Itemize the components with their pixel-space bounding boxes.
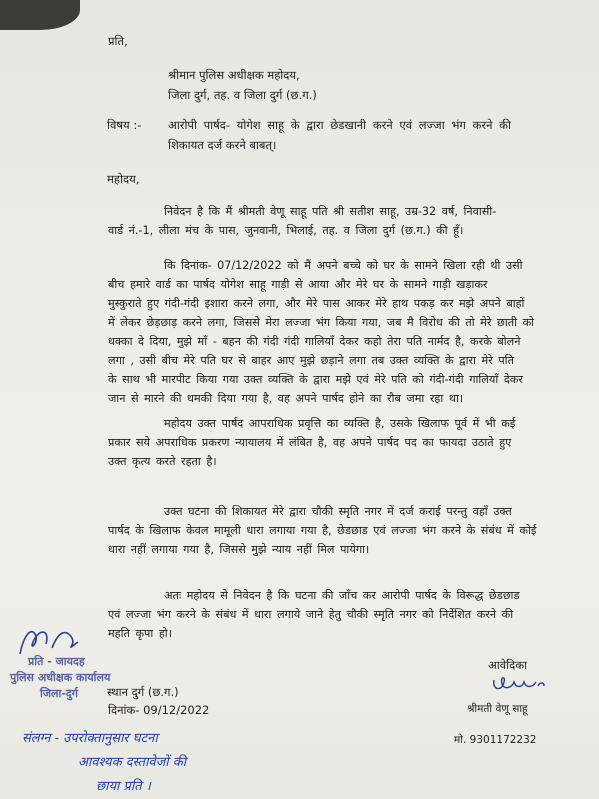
subject-label: विषय :- (107, 118, 142, 132)
salutation: महोदय, (107, 172, 140, 186)
paragraph-2 (108, 256, 568, 408)
applicant-signature-icon (490, 672, 546, 694)
applicant-label: आवेदिका (488, 658, 528, 672)
paragraph-line: उक्त घटना की शिकायत मेरे द्वारा चौकी स्मृति नगर में दर्ज कराई परन्तु वहाँ उक्त (164, 505, 512, 518)
handwritten-note-line1: संलग्न - उपरोक्तानुसार घटना (22, 731, 158, 746)
date: दिनांक- 09/12/2022 (108, 703, 210, 717)
subject-line2: शिकायत दर्ज करने बाबत्। (168, 138, 277, 152)
stamp-line3: जिला-दुर्ग (40, 687, 78, 700)
paragraph-line: धारा नहीं लगाया गया है, जिससे मुझे न्याय नहीं मिल पायेगा। (108, 543, 370, 556)
paragraph-4 (108, 502, 568, 559)
mobile-number: मो. 9301172232 (454, 734, 537, 746)
paragraph-line: पार्षद के खिलाफ केवल मामूली धारा लगाया गया है, छेडछाड एवं लज्जा भंग करने के संबंध में कोई (108, 524, 537, 537)
paragraph-line: के साथ भी मारपीट किया गया उक्त व्यक्ति के द्वारा मझे एवं मेरे पति को गंदी-गंदी गालियाँ देकर (108, 373, 523, 386)
paragraph-line: धक्का दे दिया, मुझे माँ - बहन की गंदी गंदी गालियाँ देकर कहो तेरा पति नार्मद है, करके बोलने (108, 335, 521, 348)
recipient-prefix: प्रति, (108, 34, 128, 48)
paragraph-line: वार्ड नं.-1, लीला मंच के पास, जुनवानी, भिलाई, तह. व जिला दुर्ग (छ.ग.) की हूँ। (108, 224, 464, 237)
paragraph-1 (108, 202, 568, 240)
paragraph-line: निवेदन है कि मैं श्रीमती वेणू साहू पति श्री सतीश साहू, उम्र-32 वर्ष, निवासी- (164, 205, 497, 218)
paragraph-line: एवं लज्जा भंग करने के संबंध में धारा लगाये जाने हेतु चौकी स्मृति नगर को निर्देशित करने की (108, 608, 514, 621)
place: स्थान दुर्ग (छ.ग.) (107, 685, 179, 699)
paragraph-3 (108, 414, 568, 471)
addressee-line1: श्रीमान पुलिस अधीक्षक महोदय, (168, 68, 300, 82)
paragraph-line: महति कृपा हो। (108, 627, 172, 640)
paragraph-line: अतः महोदय से निवेदन है कि घटना की जाँच कर आरोपी पार्षद के विरूद्ध छेडछाड (164, 589, 520, 602)
paragraph-line: बीच हमारे वार्ड का पार्षद योगेश साहू गाड़ी से आया और मेरे घर के सामने गाड़ी खड़ाकर (108, 278, 488, 291)
paragraph-line: उक्त कृत्य करते रहता है। (108, 455, 217, 468)
handwritten-note-line3: छाया प्रति । (96, 779, 151, 794)
paragraph-5 (108, 586, 568, 643)
paragraph-line: कि दिनांक- 07/12/2022 को मैं अपने बच्चे को घर के सामने खिला रही थी उसी (164, 259, 523, 272)
addressee-line2: जिला दुर्ग, तह. व जिला दुर्ग (छ.ग.) (168, 88, 317, 102)
photo-shadow (0, 0, 80, 30)
applicant-name: श्रीमती वेणू साहू (467, 703, 528, 715)
paragraph-line: प्रकार सये अपराधिक प्रकरण न्यायालय में लंबित है, वह अपने पार्षद पद का फायदा उठाते हुए (108, 436, 512, 449)
stamp-line1: प्रति - जायदह (28, 655, 85, 668)
subject-line1: आरोपी पार्षद- योगेश साहू के द्वारा छेडखानी करने एवं लज्जा भंग करने की (168, 118, 511, 132)
stamp-line2: पुलिस अधीक्षक कार्यालय (10, 671, 111, 684)
paragraph-line: मुस्कुराते हुए गंदी-गंदी इशारा करने लगा, और मेरे पास आकर मेरे हाथ पकड़ कर मझे अपने बाहों (108, 297, 525, 310)
paragraph-line: जान से मारने की धमकी दिया गया है, वह अपने पार्षद होने का रौब जमा रहा था। (108, 392, 464, 405)
paragraph-line: में लेकर छेड़छाड़ करने लगा, जिससे मेरा लज्जा भंग किया गया, जब मै विरोध की तो मेरे छाती को (108, 316, 535, 329)
handwritten-note-line2: आवश्यक दस्तावेजों की (78, 755, 187, 770)
paragraph-line: महोदय उक्त पार्षद आपराधिक प्रवृत्ति का व्यक्ति है, उसके खिलाफ पूर्व में भी कई (164, 417, 516, 430)
paragraph-line: लगा , उसी बीच मेरे पति घर से बाहर आए मुझे छड़ाने लगा तब उक्त व्यक्ति के द्वारा मेरे पति (108, 354, 514, 367)
